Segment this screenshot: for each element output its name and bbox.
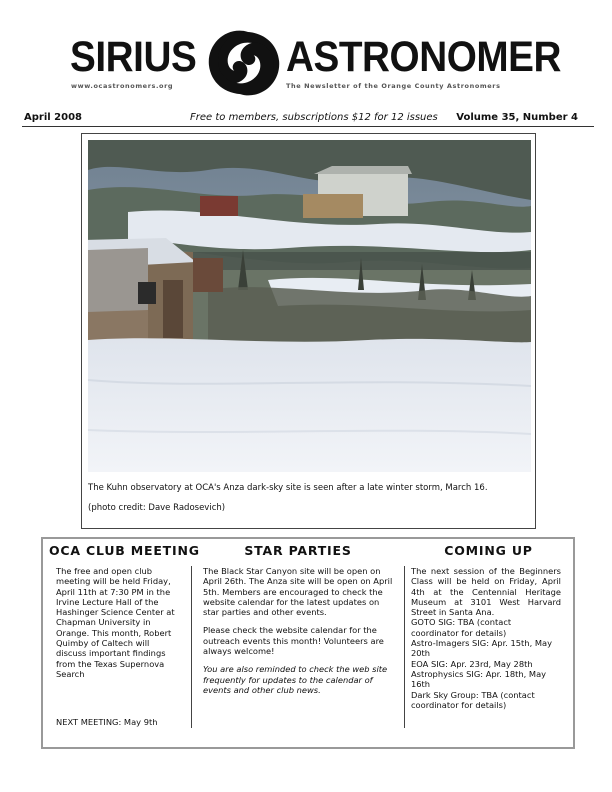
list-item: Astro-Imagers SIG: Apr. 15th, May 20th	[411, 638, 552, 659]
coming-up-body	[411, 566, 561, 710]
masthead	[70, 22, 562, 102]
issue-volume: Volume 35, Number 4	[456, 112, 578, 123]
coming-up-title: COMING UP	[444, 543, 533, 558]
club-meeting-body: The free and open club meeting will be held Friday, April 11th at 7:30 PM in the Irvine Lecture Hall of the Hashinger Science Center at Chapman University in Orange. This month, Robert Quimby of Caltech will discuss important findings from the Texas Supernova Search	[56, 566, 175, 679]
star-parties-p2: Please check the website calendar for the outreach events this month! Volunteers are always welcome!	[203, 625, 384, 657]
next-meeting: NEXT MEETING: May 9th	[56, 717, 158, 727]
list-item: Dark Sky Group: TBA (contact coordinator for details)	[411, 689, 535, 710]
club-meeting-body-wrap	[56, 566, 178, 679]
issue-date: April 2008	[24, 112, 82, 123]
events-box	[41, 537, 575, 749]
photo-caption: The Kuhn observatory at OCA's Anza dark-sky site is seen after a late winter storm, March 16.	[88, 483, 488, 493]
list-item: GOTO SIG: TBA (contact coordinator for details)	[411, 617, 512, 638]
list-item: EOA SIG: Apr. 23rd, May 28th	[411, 658, 533, 669]
masthead-website[interactable]: www.ocastronomers.org	[71, 82, 174, 90]
masthead-title-right: ASTRONOMER	[286, 33, 562, 81]
star-parties-p3: You are also reminded to check the web site frequently for updates to the calendar of events and other club news.	[203, 664, 388, 695]
coming-up-intro: The next session of the Beginners Class will be held on Friday, April 4th at the Centennial Heritage Museum at 3101 West Harvard Street in Santa Ana.	[411, 566, 561, 618]
swirl-logo-icon	[205, 24, 283, 102]
next-meeting-wrap	[56, 717, 186, 727]
issue-price: Free to members, subscriptions $12 for 12 issues	[190, 112, 438, 123]
coming-up-column	[406, 545, 571, 558]
observatory-photo	[88, 140, 531, 472]
star-parties-body	[203, 566, 395, 695]
club-meeting-title: OCA CLUB MEETING	[49, 543, 200, 558]
column-divider	[404, 566, 405, 728]
club-meeting-column	[49, 543, 200, 558]
masthead-title-left: SIRIUS	[70, 33, 197, 81]
photo-credit: (photo credit: Dave Radosevich)	[88, 503, 226, 513]
star-parties-column	[193, 545, 403, 558]
photo-frame	[81, 133, 536, 529]
list-item: Astrophysics SIG: Apr. 18th, May 16th	[411, 668, 547, 690]
star-parties-p1: The Black Star Canyon site will be open on April 26th. The Anza site will be open on April 5th. Members are encouraged to check the website calendar for the latest updates on star parties and other events.	[203, 566, 393, 618]
column-divider	[191, 566, 192, 728]
star-parties-title: STAR PARTIES	[244, 543, 352, 558]
issue-bar	[22, 110, 594, 127]
masthead-tagline: The Newsletter of the Orange County Astronomers	[286, 82, 501, 90]
